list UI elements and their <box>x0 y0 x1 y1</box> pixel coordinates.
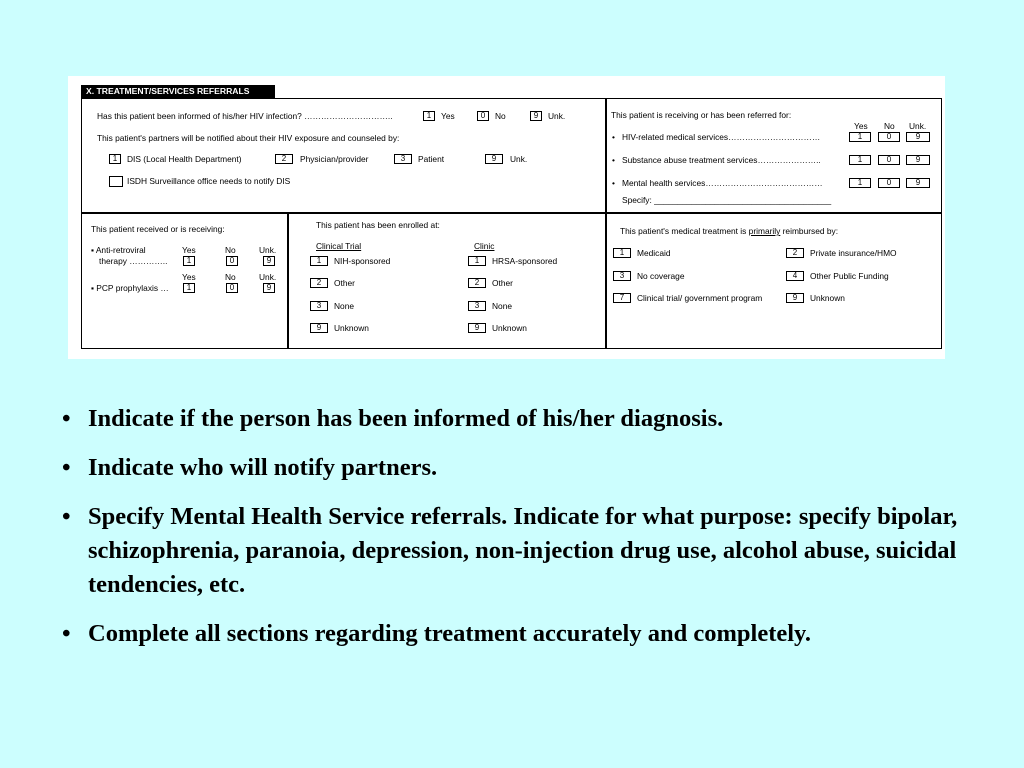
reimb-opt4-box[interactable]: 4 <box>786 271 804 281</box>
section-title: X. TREATMENT/SERVICES REFERRALS <box>81 85 274 98</box>
reimb-opt3-label: No coverage <box>637 271 685 281</box>
arv-label-line2: therapy ………….. <box>99 256 168 266</box>
note-item <box>60 402 1000 436</box>
reimb-opt1-box[interactable]: 1 <box>613 248 631 258</box>
partners-unk-box[interactable]: 9 <box>485 154 503 164</box>
reimbursed-title-post: reimbursed by: <box>780 226 839 236</box>
receiving-col-no: No <box>225 245 236 255</box>
note-text: Complete all sections regarding treatment accurately and completely. <box>88 620 812 647</box>
trial-opt2-label: Other <box>334 278 355 288</box>
receiving-col-unk: Unk. <box>259 245 277 255</box>
divider-vertical-right <box>605 98 607 349</box>
referred-row1-bullet: • <box>612 132 615 142</box>
pcp-col-yes: Yes <box>182 272 196 282</box>
reimb-opt4-label: Other Public Funding <box>810 271 889 281</box>
receiving-col-yes: Yes <box>182 245 196 255</box>
referred-row2-yes[interactable]: 1 <box>849 155 871 165</box>
partners-physician-label: Physician/provider <box>300 154 369 164</box>
note-text: Indicate who will notify partners. <box>88 454 438 481</box>
note-item <box>60 500 968 602</box>
referred-col-no: No <box>884 121 895 131</box>
pcp-col-unk: Unk. <box>259 272 277 282</box>
reimb-opt6-label: Unknown <box>810 293 845 303</box>
reimb-opt5-box[interactable]: 7 <box>613 293 631 303</box>
section-title-divider <box>274 85 275 98</box>
enrolled-title: This patient has been enrolled at: <box>316 220 440 230</box>
trial-opt1-label: NIH-sponsored <box>334 256 391 266</box>
pcp-no-box[interactable]: 0 <box>226 283 238 293</box>
trial-opt3-label: None <box>334 301 355 311</box>
informed-yes-box[interactable]: 1 <box>423 111 435 121</box>
pcp-label: ▪ PCP prophylaxis … <box>91 283 169 293</box>
isdh-label: ISDH Surveillance office needs to notify DIS <box>127 176 291 186</box>
referred-row3-unk[interactable]: 9 <box>906 178 930 188</box>
referred-row3-no[interactable]: 0 <box>878 178 900 188</box>
trial-opt4-label: Unknown <box>334 323 369 333</box>
trial-opt1-box[interactable]: 1 <box>310 256 328 266</box>
partners-patient-label: Patient <box>418 154 445 164</box>
clinic-opt1-box[interactable]: 1 <box>468 256 486 266</box>
referred-row2-label: Substance abuse treatment services………………….. <box>622 155 821 165</box>
receiving-title: This patient received or is receiving: <box>91 224 225 234</box>
informed-no-box[interactable]: 0 <box>477 111 489 121</box>
referred-row1-label: HIV-related medical services…………………………… <box>622 132 821 142</box>
referred-row3-label: Mental health services…………………………………… <box>622 178 823 188</box>
informed-no-label: No <box>495 111 506 121</box>
partners-unk-label: Unk. <box>510 154 528 164</box>
divider-horizontal <box>81 212 942 214</box>
reimb-opt2-label: Private insurance/HMO <box>810 248 897 258</box>
reimbursed-title-emphasis: primarily <box>748 226 781 236</box>
reimb-opt3-box[interactable]: 3 <box>613 271 631 281</box>
referred-row1-no[interactable]: 0 <box>878 132 900 142</box>
note-item <box>60 617 1000 651</box>
clinic-opt4-box[interactable]: 9 <box>468 323 486 333</box>
reimbursed-title-pre: This patient's medical treatment is <box>620 226 749 236</box>
referred-title: This patient is receiving or has been referred for: <box>611 110 792 120</box>
referred-row3-yes[interactable]: 1 <box>849 178 871 188</box>
arv-no-box[interactable]: 0 <box>226 256 238 266</box>
isdh-checkbox[interactable] <box>109 176 123 187</box>
reimb-opt2-box[interactable]: 2 <box>786 248 804 258</box>
informed-yes-label: Yes <box>441 111 455 121</box>
referred-row2-unk[interactable]: 9 <box>906 155 930 165</box>
referred-row1-unk[interactable]: 9 <box>906 132 930 142</box>
clinic-header: Clinic <box>474 241 495 251</box>
note-text: Specify Mental Health Service referrals. Indicate for what purpose: specify bipolar, schizophrenia, paranoia, depression, non-injection drug use, alcohol abuse, suicidal tendencies, etc. <box>88 503 958 598</box>
clinic-opt2-label: Other <box>492 278 513 288</box>
partners-dis-box[interactable]: 1 <box>109 154 121 164</box>
arv-label-line1: ▪ Anti-retroviral <box>91 245 146 255</box>
referred-col-yes: Yes <box>854 121 868 131</box>
clinic-opt4-label: Unknown <box>492 323 527 333</box>
informed-question: Has this patient been informed of his/her HIV infection? ………………………….. <box>97 111 393 121</box>
partners-physician-box[interactable]: 2 <box>275 154 293 164</box>
instruction-notes <box>60 402 1000 666</box>
trial-opt4-box[interactable]: 9 <box>310 323 328 333</box>
referred-row1-yes[interactable]: 1 <box>849 132 871 142</box>
referred-col-unk: Unk. <box>909 121 927 131</box>
bullet-dot: • <box>62 405 71 432</box>
reimbursed-title <box>620 227 838 235</box>
trial-opt3-box[interactable]: 3 <box>310 301 328 311</box>
note-item <box>60 451 1000 485</box>
referred-row2-bullet: • <box>612 155 615 165</box>
referred-row2-no[interactable]: 0 <box>878 155 900 165</box>
clinic-opt1-label: HRSA-sponsored <box>492 256 558 266</box>
partners-dis-label: DIS (Local Health Department) <box>127 154 242 164</box>
note-text: Indicate if the person has been informed of his/her diagnosis. <box>88 405 724 432</box>
informed-unk-label: Unk. <box>548 111 566 121</box>
arv-unk-box[interactable]: 9 <box>263 256 275 266</box>
reimb-opt6-box[interactable]: 9 <box>786 293 804 303</box>
clinic-opt3-label: None <box>492 301 513 311</box>
clinic-opt2-box[interactable]: 2 <box>468 278 486 288</box>
clinic-opt3-box[interactable]: 3 <box>468 301 486 311</box>
arv-yes-box[interactable]: 1 <box>183 256 195 266</box>
trial-opt2-box[interactable]: 2 <box>310 278 328 288</box>
pcp-col-no: No <box>225 272 236 282</box>
partners-question: This patient's partners will be notified about their HIV exposure and counseled by: <box>97 133 400 143</box>
bullet-dot: • <box>62 454 71 481</box>
divider-vertical-left <box>287 212 289 349</box>
pcp-yes-box[interactable]: 1 <box>183 283 195 293</box>
pcp-unk-box[interactable]: 9 <box>263 283 275 293</box>
informed-unk-box[interactable]: 9 <box>530 111 542 121</box>
trial-header: Clinical Trial <box>316 241 362 251</box>
reimb-opt1-label: Medicaid <box>637 248 671 258</box>
reimb-opt5-label: Clinical trial/ government program <box>637 293 763 303</box>
bullet-dot: • <box>62 503 71 530</box>
referred-specify[interactable]: Specify: ______________________________________ <box>622 195 832 205</box>
referrals-form-image <box>68 76 945 359</box>
partners-patient-box[interactable]: 3 <box>394 154 412 164</box>
bullet-dot: • <box>62 620 71 647</box>
referred-row3-bullet: • <box>612 178 615 188</box>
